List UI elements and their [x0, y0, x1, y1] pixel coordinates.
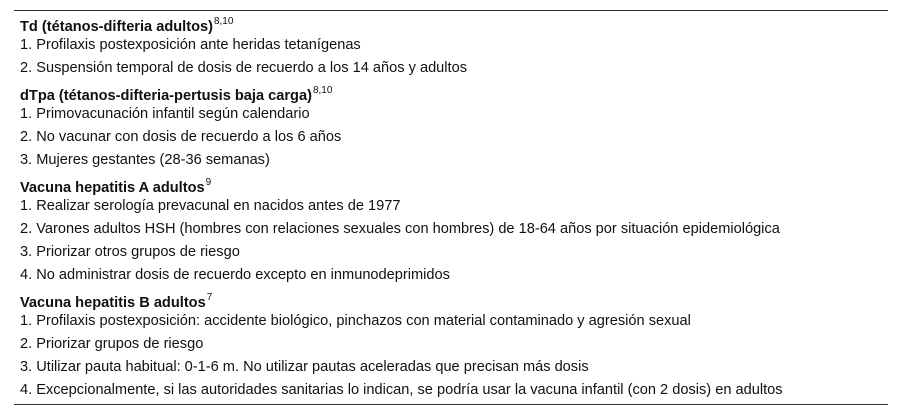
table-row: 1. Profilaxis postexposición ante heridas tetanígenas	[20, 37, 361, 53]
reference-superscript: 8,10	[213, 16, 234, 27]
section-heading-dtpa	[14, 80, 888, 103]
table-row: 3. Mujeres gestantes (28-36 semanas)	[20, 152, 270, 168]
table-row: 3. Utilizar pauta habitual: 0-1-6 m. No utilizar pautas aceleradas que precisan más dosis	[20, 359, 589, 375]
table-row: 3. Priorizar otros grupos de riesgo	[20, 244, 240, 260]
table-row: 4. Excepcionalmente, si las autoridades sanitarias lo indican, se podría usar la vacuna infantil (con 2 dosis) en adultos	[20, 382, 783, 398]
table-row: 1. Profilaxis postexposición: accidente biológico, pinchazos con material contaminado y agresión sexual	[20, 313, 691, 329]
table-row: 2. No vacunar con dosis de recuerdo a los 6 años	[20, 129, 342, 145]
table-row: 2. Suspensión temporal de dosis de recuerdo a los 14 años y adultos	[20, 60, 468, 76]
section-heading-hepatitis-a	[14, 172, 888, 195]
table-row: 1. Primovacunación infantil según calendario	[20, 106, 310, 122]
reference-superscript: 9	[205, 177, 212, 188]
section-heading-td	[14, 11, 888, 34]
reference-superscript: 8,10	[312, 85, 333, 96]
heading-text: Td (tétanos-difteria adultos)	[20, 18, 213, 35]
table-row: 2. Priorizar grupos de riesgo	[20, 336, 204, 352]
reference-superscript: 7	[206, 292, 213, 303]
table-row: 2. Varones adultos HSH (hombres con relaciones sexuales con hombres) de 18-64 años por situación epidemiológica	[20, 221, 780, 237]
section-heading-hepatitis-b	[14, 287, 888, 310]
table-row: 1. Realizar serología prevacunal en nacidos antes de 1977	[20, 198, 401, 214]
heading-text: Vacuna hepatitis B adultos	[20, 294, 206, 311]
heading-text: dTpa (tétanos-difteria-pertusis baja carga)	[20, 87, 312, 104]
table-row: 4. No administrar dosis de recuerdo excepto en inmunodeprimidos	[20, 267, 450, 283]
vaccine-table	[14, 10, 888, 405]
table-body	[14, 11, 888, 404]
heading-text: Vacuna hepatitis A adultos	[20, 179, 205, 196]
